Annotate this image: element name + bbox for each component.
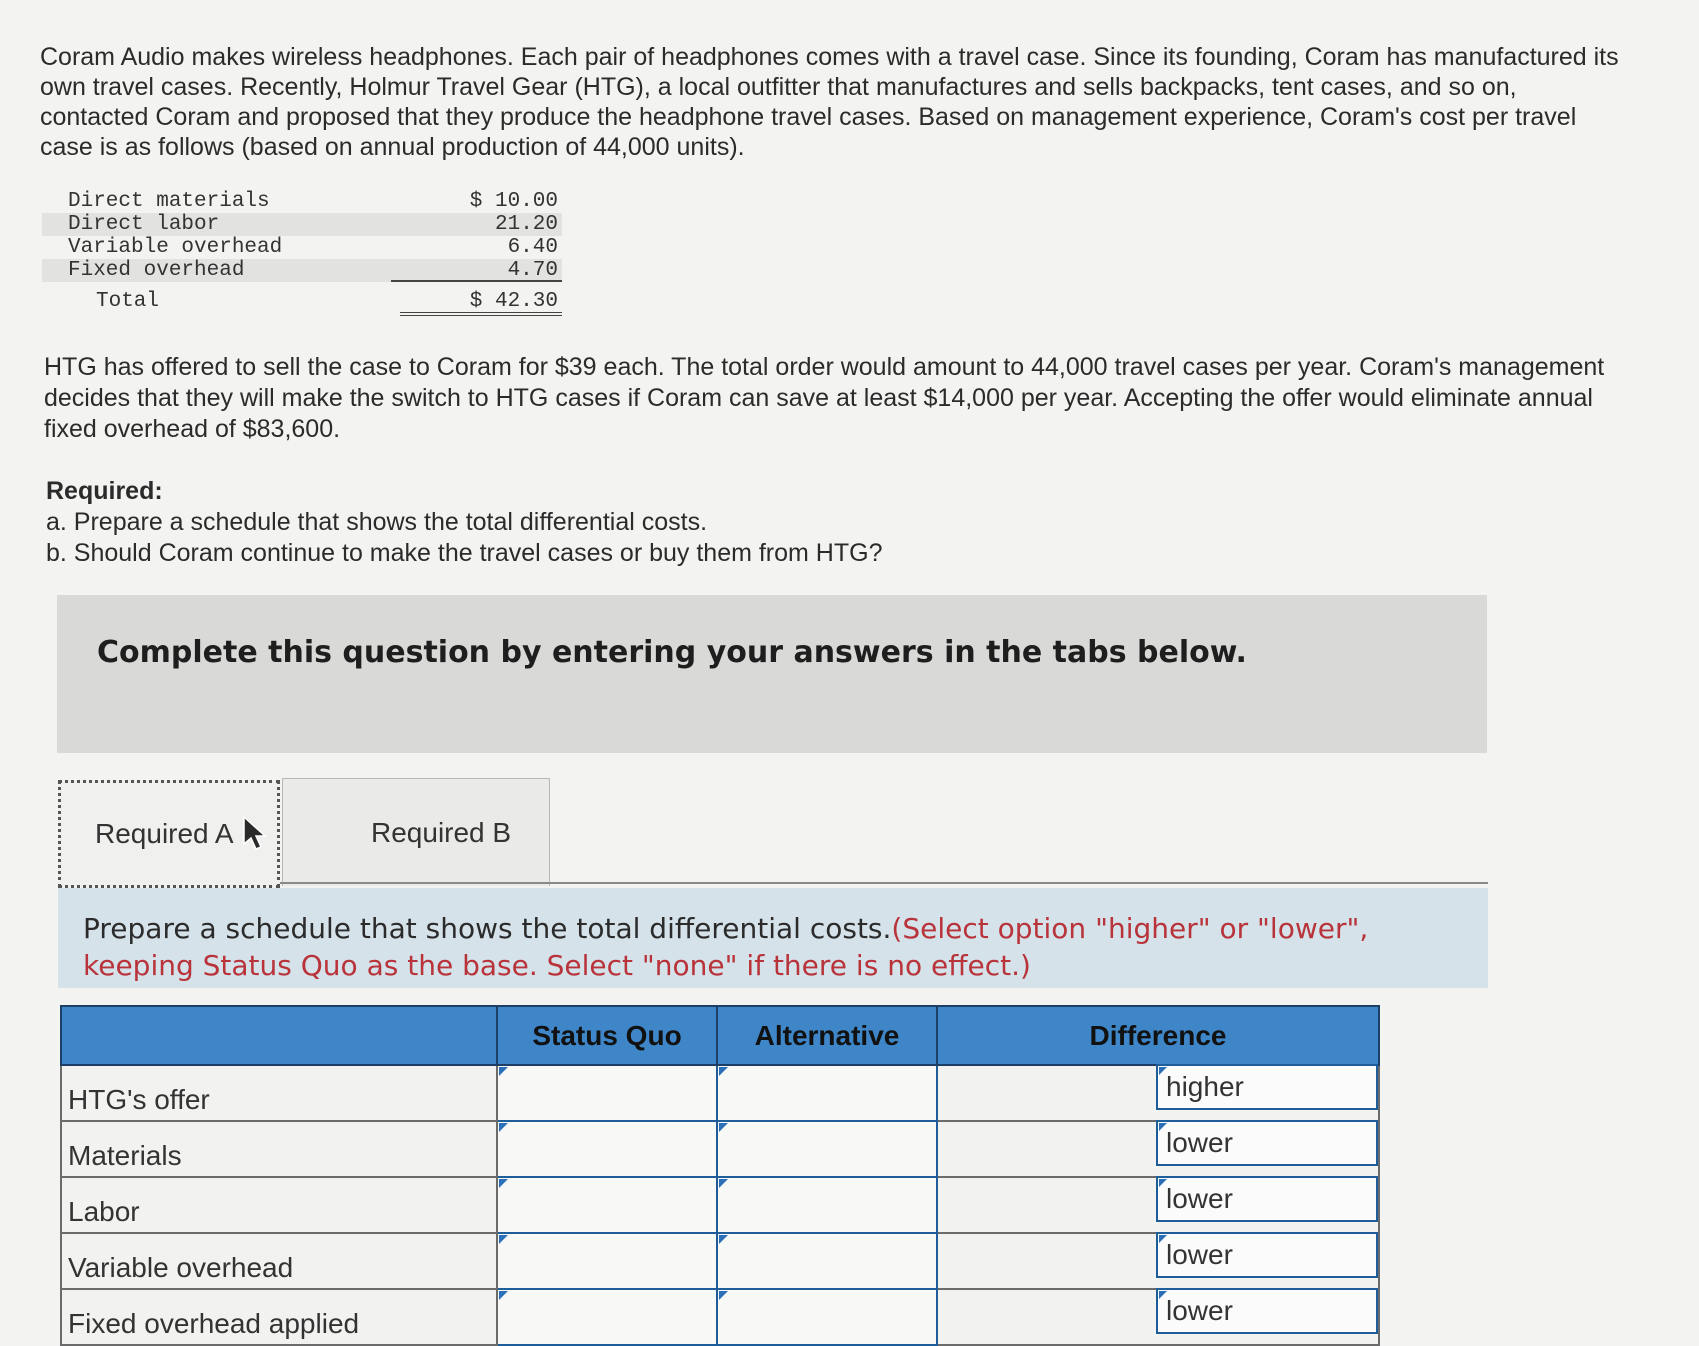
- header-status-quo: Status Quo: [497, 1006, 717, 1065]
- difference-cell: [937, 1233, 1379, 1289]
- required-item-b: b. Should Coram continue to make the travel cases or buy them from HTG?: [46, 539, 883, 567]
- alternative-input[interactable]: [717, 1289, 937, 1345]
- alternative-input[interactable]: [717, 1177, 937, 1233]
- difference-amount-input[interactable]: [938, 1178, 1156, 1232]
- table-row: [61, 1289, 1379, 1345]
- instruction-panel: [58, 888, 1488, 988]
- table-row: [61, 1233, 1379, 1289]
- table-row: [61, 1065, 1379, 1121]
- difference-select[interactable]: lower: [1156, 1232, 1378, 1278]
- difference-cell: [937, 1121, 1379, 1177]
- alternative-input[interactable]: [717, 1233, 937, 1289]
- status-quo-input[interactable]: [497, 1065, 717, 1121]
- row-label: Labor: [61, 1177, 497, 1233]
- tab-required-b[interactable]: [282, 778, 550, 886]
- cost-row-fixed-overhead: [42, 259, 562, 282]
- differential-cost-schedule: [60, 1005, 1380, 1346]
- alternative-input[interactable]: [717, 1065, 937, 1121]
- table-row: [61, 1177, 1379, 1233]
- cost-row-total: [42, 288, 562, 316]
- cost-label: Direct labor: [68, 213, 220, 236]
- difference-amount-input[interactable]: [938, 1066, 1156, 1120]
- instruction-text: [83, 910, 1463, 984]
- cost-value: 6.40: [507, 236, 558, 259]
- instruction-main: Prepare a schedule that shows the total differential costs.: [83, 912, 892, 945]
- cost-per-case-table: [42, 190, 562, 316]
- cost-value: 4.70: [391, 259, 562, 282]
- cost-total-value: $ 42.30: [400, 288, 562, 316]
- header-blank: [61, 1006, 497, 1065]
- cost-row-variable-overhead: [42, 236, 562, 259]
- table-row: [61, 1121, 1379, 1177]
- difference-amount-input[interactable]: [938, 1290, 1156, 1344]
- cost-row-direct-materials: [42, 190, 562, 213]
- cost-row-direct-labor: [42, 213, 562, 236]
- header-alternative: Alternative: [717, 1006, 937, 1065]
- tab-label: Required A: [95, 818, 234, 849]
- answer-tabs: [58, 776, 1488, 888]
- status-quo-input[interactable]: [497, 1289, 717, 1345]
- cost-label: Fixed overhead: [68, 259, 245, 282]
- difference-cell: [937, 1177, 1379, 1233]
- difference-cell: [937, 1289, 1379, 1345]
- banner-text: Complete this question by entering your answers in the tabs below.: [97, 635, 1247, 670]
- problem-intro: Coram Audio makes wireless headphones. Each pair of headphones comes with a travel case. Since its founding, Coram has manufactured its own travel cases. Recently, Holmur Travel Gear (HTG), a local outfitter that manufactures and sells backpacks, tent cases, and so on, contacted Coram and proposed that they produce the headphone travel cases. Based on management experience, Coram's cost per travel case is as follows (based on annual production of 44,000 units).: [40, 43, 1619, 161]
- status-quo-input[interactable]: [497, 1121, 717, 1177]
- difference-cell: [937, 1065, 1379, 1121]
- instructions-banner: [57, 595, 1487, 753]
- tab-required-a[interactable]: [58, 780, 280, 888]
- tab-divider: [280, 882, 1488, 884]
- row-label: HTG's offer: [61, 1065, 497, 1121]
- mouse-pointer-icon: [242, 816, 268, 852]
- required-item-a: a. Prepare a schedule that shows the total differential costs.: [46, 508, 708, 536]
- difference-select[interactable]: higher: [1156, 1064, 1378, 1110]
- cost-label: Direct materials: [68, 190, 270, 213]
- difference-amount-input[interactable]: [938, 1234, 1156, 1288]
- row-label: Materials: [61, 1121, 497, 1177]
- instruction-note: (Select option "higher" or "lower", keeping Status Quo as the base. Select "none" if there is no effect.): [83, 912, 1369, 982]
- row-label: Variable overhead: [61, 1233, 497, 1289]
- alternative-input[interactable]: [717, 1121, 937, 1177]
- status-quo-input[interactable]: [497, 1177, 717, 1233]
- difference-amount-input[interactable]: [938, 1122, 1156, 1176]
- difference-select[interactable]: lower: [1156, 1120, 1378, 1166]
- difference-select[interactable]: lower: [1156, 1288, 1378, 1334]
- cost-total-label: Total: [96, 290, 160, 313]
- cost-value: $ 10.00: [469, 190, 558, 213]
- schedule-header-row: [61, 1006, 1379, 1065]
- header-difference: Difference: [937, 1006, 1379, 1065]
- row-label: Fixed overhead applied: [61, 1289, 497, 1345]
- offer-paragraph: HTG has offered to sell the case to Coram for $39 each. The total order would amount to 44,000 travel cases per year. Coram's management decides that they will make the switch to HTG cases if Coram can save at least $14,000 per year. Accepting the offer would eliminate annual fixed overhead of $83,600.: [44, 353, 1605, 443]
- required-section: [46, 476, 1446, 569]
- cost-label: Variable overhead: [68, 236, 283, 259]
- status-quo-input[interactable]: [497, 1233, 717, 1289]
- tab-label: Required B: [371, 816, 512, 848]
- difference-select[interactable]: lower: [1156, 1176, 1378, 1222]
- required-title: Required:: [46, 477, 163, 505]
- cost-value: 21.20: [494, 213, 558, 236]
